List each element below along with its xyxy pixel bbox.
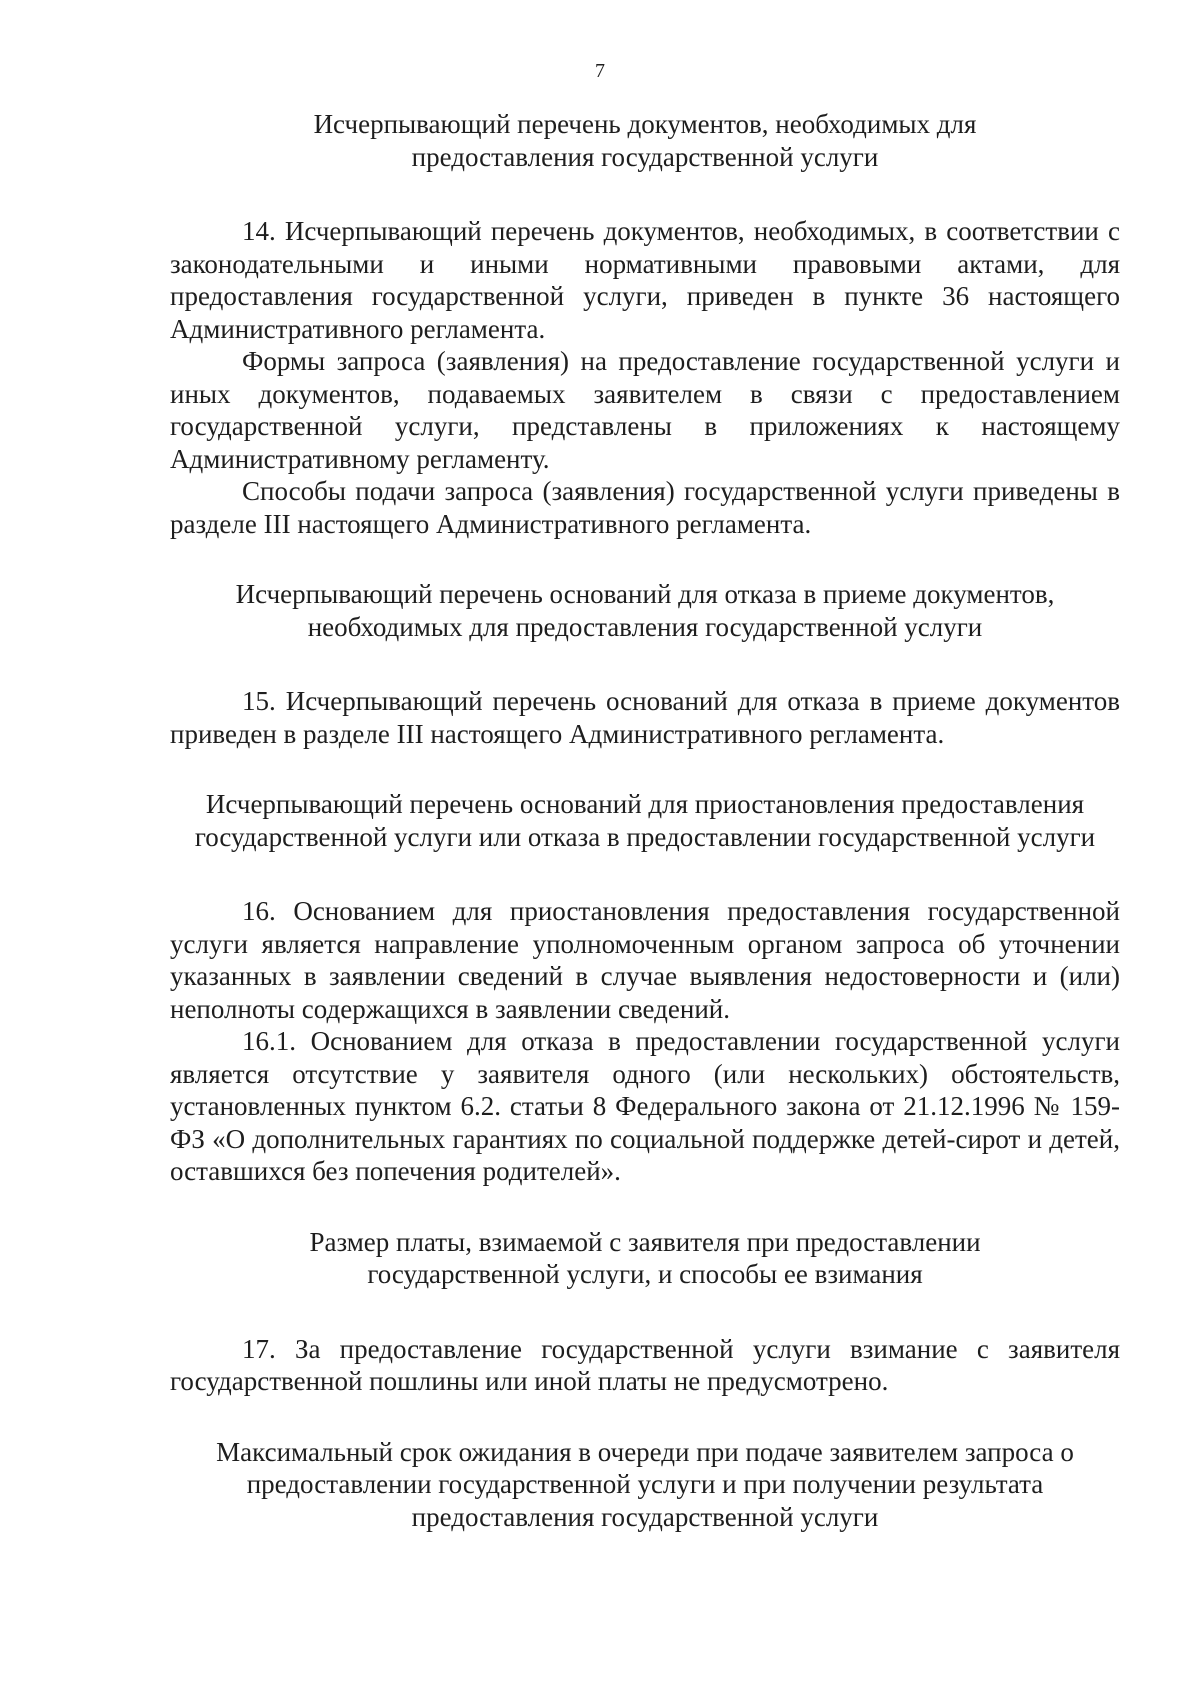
section-heading: Максимальный срок ожидания в очереди при подаче заявителем запроса о предоставлении государственной услуги и при получении результата предоставления государственной услуги	[216, 1436, 1074, 1532]
section-heading: Исчерпывающий перечень документов, необходимых для предоставления государственной услуги	[313, 109, 977, 172]
page-number: 7	[595, 60, 605, 82]
document-body	[170, 108, 1120, 1533]
paragraph: Формы запроса (заявления) на предоставление государственной услуги и иных документов, подаваемых заявителем в связи с предоставлением государственной услуги, представлены в приложениях к настоящему Административному регламенту.	[170, 346, 1120, 474]
paragraph: 14. Исчерпывающий перечень документов, необходимых, в соответствии с законодательными и иными нормативными правовыми актами, для предоставления государственной услуги, приведен в пункте 36 настоящего Административного регламента.	[170, 216, 1120, 344]
paragraph: 17. За предоставление государственной услуги взимание с заявителя государственной пошлины или иной платы не предусмотрено.	[170, 1333, 1120, 1396]
paragraph: 16. Основанием для приостановления предоставления государственной услуги является направление уполномоченным органом запроса об уточнении указанных в заявлении сведений в случае выявления недостоверности и (или) неполноты содержащихся в заявлении сведений.	[170, 896, 1120, 1024]
section-heading: Исчерпывающий перечень оснований для приостановления предоставления государственной услуги или отказа в предоставлении государственной услуги	[194, 789, 1096, 852]
paragraph: 16.1. Основанием для отказа в предоставлении государственной услуги является отсутствие у заявителя одного (или нескольких) обстоятельств, установленных пунктом 6.2. статьи 8 Федерального закона от 21.12.1996 № 159-ФЗ «О дополнительных гарантиях по социальной поддержке детей-сирот и детей, оставшихся без попечения родителей».	[170, 1026, 1120, 1186]
paragraph: 15. Исчерпывающий перечень оснований для отказа в приеме документов приведен в разделе III настоящего Административного регламента.	[170, 686, 1120, 749]
section-heading: Размер платы, взимаемой с заявителя при предоставлении государственной услуги, и способы ее взимания	[309, 1226, 981, 1289]
paragraph: Способы подачи запроса (заявления) государственной услуги приведены в разделе III настоящего Административного регламента.	[170, 476, 1120, 539]
section-heading: Исчерпывающий перечень оснований для отказа в приеме документов, необходимых для предоставления государственной услуги	[235, 579, 1055, 642]
